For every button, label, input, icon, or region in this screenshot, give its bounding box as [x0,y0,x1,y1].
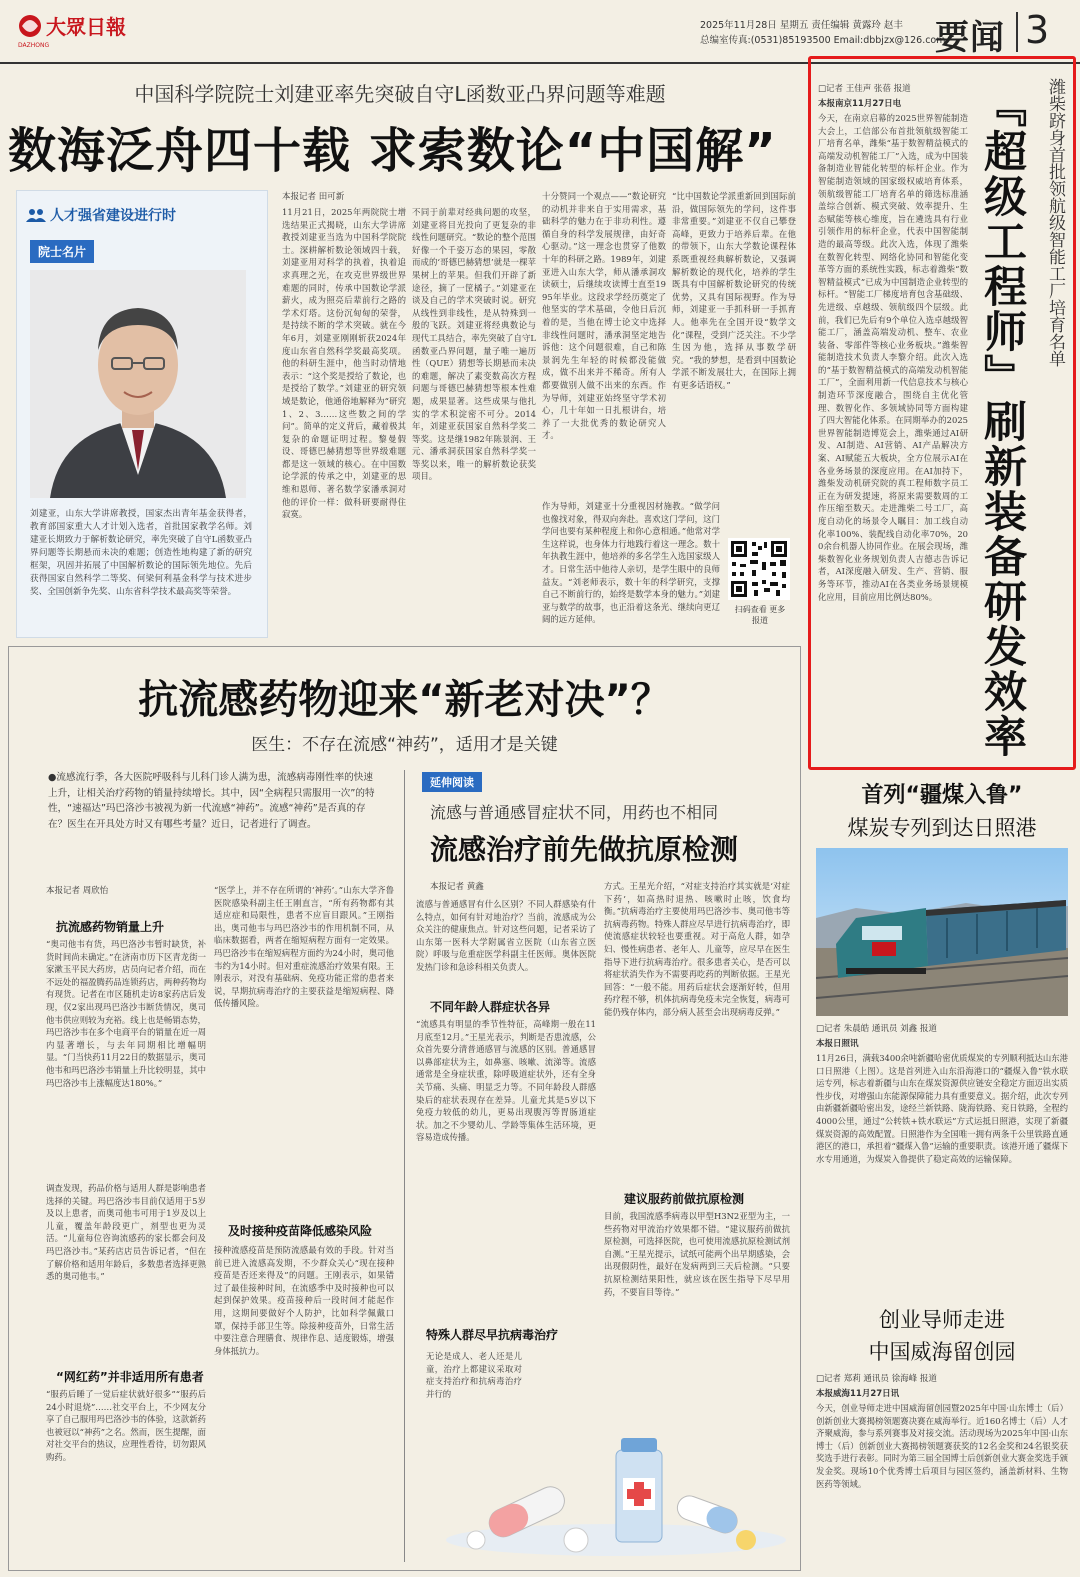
portrait-photo [30,270,246,498]
sidebar-column: 流感与普通感冒有什么区别？不同人群感染有什么特点，如何有针对地治疗？当前，流感成为公众关注的健康焦点。针对这些问题，记者采访了山东第一医科大学附属省立医院（山东省立医院）呼吸与危重症医学科副主任医师。奥体医院发热门诊和急诊科相关负责人。 [416,899,596,972]
contact-line: 总编室传真:(0531)85193500 Email:dbbjzx@126.com [700,35,946,46]
talent-banner-text: 人才强省建设进行时 [50,208,176,224]
sidebar-headline: 流感治疗前先做抗原检测 [430,833,739,866]
medicine-illustration [416,1390,786,1560]
sidebar-kicker: 流感与普通感冒症状不同，用药也不相同 [430,803,719,822]
coal-train-headline: 首列“疆煤入鲁” [861,783,1023,808]
profile-tag: 院士名片 [30,240,94,263]
story2-subhead: 抗流感药物销量上升 [56,920,165,934]
sidebar-byline: 本报记者 黄鑫 [430,882,484,892]
sidebar-subhead: 不同年龄人群症状各异 [430,1000,551,1014]
mentor-dateline: 本报威海11月27日讯 [816,1389,900,1399]
story2-column: “奥司他韦有货，玛巴洛沙韦暂时缺货，补货时间尚未确定。”在济南市历下区青龙街一家漱玉平民大药房，店员向记者介绍，而在不远处的福盈腾药品连锁药店，两种药物均有现货。记者在市区随机走访8家药店后发现，仅2家出现玛巴洛沙韦断货情况，奥司他韦供应则较为充裕。线上也是畅销态势，玛巴洛沙韦在多个电商平台的销量在近一周内显著增长，与去年同期相比增幅明显。“门当快药11月22日的数据显示，奥司他韦和玛巴洛沙韦销量上升比较明显，其中玛巴洛沙韦上涨幅度达180%。” [46,939,206,1088]
newspaper-logo [16,10,136,50]
sidebar-subhead: 建议服药前做抗原检测 [624,1192,745,1206]
story2-column: 接种流感疫苗是预防流感最有效的手段。针对当前已进入流感高发期，不少群众关心“现在接种疫苗是否还来得及”的问题。王刚表示，如果错过了最佳接种时间，在流感季中及时接种也可以起到保护效果。疫苗接种后一段时间才能起作用，这期间要做好个人防护，比如科学佩戴口罩，保持手部卫生等。除接种疫苗外，日常生活中要注意合理膳食、规律作息、适度锻炼，增强身体抵抗力。 [214,1245,394,1356]
story1-column: 十分赞同一个观点——“数论研究的动机并非来自于实用需求，基础科学的魅力在于非功利性。遵循自身的科学发展规律，由好奇心驱动。”这一理念也贯穿了他数十年的科研之路。1989年，刘建亚进入山东大学，师从潘承洞攻读硕士，后继续攻读博士直至1995年毕业。这段求学经历奠定了他坚实的学术基础，令他日后沉着的是，当他在博士论文中选择非线性问题时，潘承洞坚定地告诉他：这个问题很难，自己和陈景润先生年轻的时候都没能做成，做不出来并不稀奇。所有人都要做别人做不出来的东西。作为导师，刘建亚始终坚守学术初心，几十年如一日扎根讲台，培养了一大批优秀的数论研究人才。 [542,191,666,441]
story1-byline: 本报记者 田可新 [282,192,345,202]
story1-column: 作为导师，刘建亚十分重视因材施教。“做学问也像找对象，得双向奔赴。喜欢这门学问，这门学问也要有某种程度上和你心意相通。”他常对学生这样说，也身体力行地践行着这一理念。数十年执教生涯中，他培养的多名学生入选国家级人才。日常生活中他待人亲切，是学生眼中的良师益友。“刘老师表示，数十年的科学研究，支撑自己不断前行的，始终是数学本身的魅力。”刘建亚与数学的故事，也正沿着这条光、继续向更辽阔的远方延伸。 [542,501,720,625]
train-photo [816,848,1068,1016]
story2-column: “医学上，并不存在所谓的‘神药’。”山东大学齐鲁医院感染科副主任王刚直言，“所有药物都有其适应症和局限性，患者不应盲目跟风。”王刚指出，奥司他韦与玛巴洛沙韦的作用机制不同，从临床数据看，两者在缩短病程方面有一定效果。玛巴洛沙韦在缩短病程方面约为24小时，奥司他韦约为14小时。但对重症流感治疗效果有限。王刚表示，对没有基础病、免疫功能正常的患者来说，早期抗病毒治疗的主要获益是缩短病程、降低传播风险。 [214,885,394,1009]
right-headline: 『超级工程师』刷新装备研发效率 [977,84,1027,759]
story1-column: 不同于前辈对经典问题的攻坚，刘建亚将目光投向了更复杂的非线性问题研究。“数论的整个范围好像一个千姿万态的果园，零散而成的‘哥德巴赫猜想’就是一棵苹果树上的苹果。但我们开辟了新途径，摘了一筐橘子。”刘建亚在谈及自己的学术突破时说。研究从线性到非线性，是从特殊到一般的飞跃。刘建亚将经典数论与现代工具结合，率先突破了自守L函数亚凸界问题，量子唯一遍历性（QUE）猜想等长期悬而未决的难题，解决了素变数高次方程问题与哥德巴赫猜想等根本性难题，成果显著。这些成果与他扎实的学术积淀密不可分。2014年，刘建亚获国家自然科学奖二等奖。这是继1982年陈景润、王元、潘承洞获国家自然科学奖一等奖以来，唯一的解析数论获奖项目。 [412,207,536,482]
sidebar-column: “流感具有明显的季节性特征，高峰期一般在11月底至12月。”王星光表示，判断是否患流感，公众首先要分清普通感冒与流感的区别。普通感冒以鼻部症状为主，如鼻塞、咳嗽、流涕等。流感通常是全身症状重，除呼吸道症状外，还有全身关节痛、头痛、明显乏力等。不同年龄段人群感染后的症状表现存在差异。儿童尤其是5岁以下免疫力较低的幼儿，更易出现腹泻等胃肠道症状。加之不少婴幼儿、学龄等集体生活环境，更容易造成传播。 [416,1019,596,1143]
story2-column: 调查发现，药品价格与适用人群是影响患者选择的关键。玛巴洛沙韦目前仅适用于5岁及以上患者，而奥司他韦可用于1岁及以上儿童，覆盖年龄段更广，剂型也更为灵活。“儿童每位咨询流感药的家长都会问及玛巴洛沙韦。”某药店店员告诉记者，“但在了解价格和适用年龄后，多数患者选择更熟悉的奥司他韦。” [46,1183,206,1282]
coal-train-text: 11月26日，满载3400余吨新疆哈密优质煤炭的专列顺利抵达山东港口日照港（上图）。这是首列进入山东沿海港口的“疆煤入鲁”铁水联运专列，标志着新疆与山东在煤炭资源供应链安全稳定方面迈出实质性步伐，对增强山东能源保障能力具有重要意义。据介绍，此次专列由新疆新疆哈密出发，途经兰新铁路、陇海铁路、兖日铁路，全程约4000公里，通过“公转铁+铁水联运”方式运抵日照港，实现了新疆煤炭资源的高效配置。日照港作为全国唯一拥有两条千公里铁路直通港区的港口，承担着“疆煤入鲁”运输的重要职责。该港开通了疆煤下水专用通道，为煤炭入鲁提供了稳定高效的运输保障。 [816,1053,1068,1164]
date-line: 2025年11月28日 星期五 责任编辑 黄露玲 赵丰 [700,20,903,31]
page-number: 3 [1025,8,1050,52]
story2-headline: 抗流感药物迎来“新老对决”？ [138,677,671,723]
logo-text: 大眾日報 [46,15,126,39]
story2-subhead: 及时接种疫苗降低感染风险 [228,1224,373,1238]
sidebar-column: 无论是成人、老人还是儿童，治疗上都建议采取对症支持治疗和抗病毒治疗并行的 [426,1351,522,1398]
column-divider [404,770,405,1562]
mentor-headline: 创业导师走进 [879,1308,1005,1332]
story2-subtitle: 医生：不存在流感“神药”，适用才是关键 [251,735,558,755]
sidebar-column: 目前，我国流感季病毒以甲型H3N2亚型为主，一些药物对甲流治疗效果都不错。“建议服药前做抗原检测，可选择医院，也可使用流感抗原检测试剂自测。”王星光提示，试纸可能两个出早期感染，会出现假阴性，最好在发病两到三天后检测。“只要抗原检测结果阳性，就应该在医生指导下尽早用药，不要盲目等待。” [604,1211,790,1297]
right-article-text: 今天，在南京启幕的2025世界智能制造大会上，工信部公布首批领航级智能工厂培育名单，潍柴“基于数智精益模式的高端发动机智能工厂”入选，成为中国装备制造业智能化转型的标杆企业。作为智能制造领域的国家级权威培育体系，领航级智能工厂培育名单的筛选标准涵盖综合创新、模式突破、效率提升、生态赋能等核心维度，旨在遴选具有行业引领作用的标杆企业，代表中国智能制造的最高等级。此次入选，体现了潍柴在数智化转型、网络化协同和智能化变革等方面的系统性实践，标志着潍柴“数智精益模式”已成为中国制造企业转型的标杆。“智能工厂梯度培育包含基础级、先进级、卓越级、领航级四个层级。此前，我们已先后有9个单位入选卓越级智能工厂，涵盖高端发动机、整车、农业装备、零部件等核心业务板块。”潍柴智能制造技术负责人李黎介绍。此次入选的“基于数智精益模式的高端发动机智能工厂”，全面利用新一代信息技术与核心制造环节深度融合，围绕自主优化管理、数智化作、多领域协同等方面构建了四大智能化体系。在同期举办的2025世界智能制造博览会上，潍柴通过AI研发、AI制造、AI营销、AI产品解决方案、AI赋能五大板块，全方位展示AI在各业务场景的深度应用。在AI加持下，潍柴发动机研究院的真工程师数字员工正在为研发提速，将原来需要数周的工作压缩至数天。走进潍柴二号工厂，高度自动化的场景令人瞩目：加工线自动化率100%、装配线自动化率70%，200余台机器人协同作业。在展会现场，潍柴数智化业务规划负责人吉德志告诉记者，AI深度融入研发、生产、营销、服务等环节，推动AI在各类业务场景规模化应用，目前应用比例达80%。 [818,113,968,602]
story1-headline: 数海泛舟四十载 求索数论“中国解” [8,123,777,179]
sidebar-tag: 延伸阅读 [422,772,482,792]
header-divider [1016,12,1018,52]
logo-sub: DAZHONG [18,42,50,49]
sidebar-column: 方式。王星光介绍，“对症支持治疗其实就是‘对症下药’，如高热时退热、咳嗽时止咳，饮食均衡。”抗病毒治疗主要使用玛巴洛沙韦、奥司他韦等抗病毒药物。特殊人群应尽早进行抗病毒治疗，即使流感症状较轻也要重视。对于高危人群，如孕妇、慢性病患者、老年人、儿童等，应尽早在医生指导下进行抗病毒治疗。很多患者关心，是否可以将症状消失作为不需要再吃药的判断依据。王星光回答：“一般不能。用药后症状会逐渐好转，但用药疗程不够，机体抗病毒免疫未完全恢复，病毒可能仍残存体内，部分病人甚至会出现病毒反弹。” [604,881,790,1017]
people-icon [26,208,46,226]
talent-banner [26,205,176,226]
story1-column: 11月21日，2025年两院院士增选结果正式揭晓，山东大学讲席教授刘建亚当选为中国科学院院士。深耕解析数论领域四十载，刘建亚用对科学的执着，执着追求真理之光，在攻克世界级世界难题的同时，传承中国数论学派薪火，成为照亮后辈前行之路的学术灯塔。这份沉甸甸的荣誉，是持续不断的学术突破。就在今年6月，刘建亚刚刚斩获2024年度山东省自然科学奖最高奖项。他的科研生涯中，他当时动情地表示：“这个奖是授给了数论，也是授给了数学。”刘建亚的研究领域是数论，他通俗地解释为“研究1、2、3……这些数之间的学问”。简单的定义背后，藏着极其复杂的命题证明过程。黎曼假设、哥德巴赫猜想等世界级难题都是这一领域的核心。在中国数论学派的传承之中，刘建亚的思维和恩师、著名数学家潘承洞对他的评价一样：做科研要耐得住寂寞。 [282,207,406,520]
right-dateline: 本报南京11月27日电 [818,99,902,109]
section-title: 要闻 [935,18,1005,58]
right-byline: □记者 王佳声 张蓓 报道 [818,84,911,94]
mentor-text: 今天，创业导师走进中国威海留创园暨2025年中国·山东博士（后）创新创业大赛揭榜领题赛决赛在威海举行。近160名博士（后）人才齐聚威海，参与系列赛事及对接交流。活动现场为2025年中国·山东博士（后）创新创业大赛揭榜领题赛获奖的12名金奖和24名银奖获奖选手进行表彰。同时为第三届全国博士后创新创业大赛金奖选手颁发金奖。现场10个优秀博士后项目与园区签约，涵盖新材料、生物医药等领域。 [816,1403,1068,1489]
coal-train-byline: □记者 朱晨皓 通讯员 刘鑫 报道 [816,1024,937,1034]
coal-train-dateline: 本报日照讯 [816,1039,859,1049]
qr-caption: 扫码查看 更多报道 [734,605,786,625]
right-kicker: 潍柴跻身首批领航级智能工厂培育名单 [1045,78,1065,367]
story2-column: “服药后睡了一觉后症状就好很多”“服药后24小时退烧”……社交平台上，不少网友分享了自己服用玛巴洛沙韦的体验，这款新药也被冠以“神药”之名。然而，医生提醒，面对社交平台的热议，应理性看待，切勿跟风购药。 [46,1389,206,1462]
profile-caption: 刘建亚，山东大学讲席教授，国家杰出青年基金获得者，教育部国家重大人才计划入选者，首批国家教学名师。刘建亚长期致力于解析数论研究，率先突破了自守L函数亚凸界问题等长期悬而未决的难题；创造性地构建了新的研究框架，巩固并拓展了中国解析数论的国际领先地位。先后获得国家自然科学二等奖、何梁何利基金科学与技术进步奖、全国创新争先奖、山东省科学技术最高奖等荣誉。 [30,509,252,597]
coal-train-subhead: 煤炭专列到达日照港 [847,816,1037,840]
story2-byline: 本报记者 周欣怡 [46,886,109,896]
qr-code[interactable] [728,538,790,600]
story1-kicker: 中国科学院院士刘建亚率先突破自守L函数亚凸界问题等难题 [134,82,666,106]
story2-intro: ●流感流行季，各大医院呼吸科与儿科门诊人满为患，流感病毒刚性率的快速上升，让相关治疗药物的销量持续增长。其中，因“全病程只需服用一次”的特性，“速福达”玛巴洛沙韦被视为新一代流感“神药”。流感“神药”是否真的存在？医生在开具处方时又有哪些考量？近日，记者进行了调查。 [48,772,375,830]
header-info [700,18,946,48]
sidebar-subhead: 特殊人群尽早抗病毒治疗 [426,1328,559,1342]
mentor-byline: □记者 郑莉 通讯员 徐海峰 报道 [816,1374,937,1384]
mentor-subhead: 中国威海留创园 [868,1340,1016,1364]
story2-subhead: “网红药”并非适用所有患者 [56,1370,204,1384]
story1-column: “比中国数论学派重新回到国际前沿，做国际领先的学问，这件事非常重要。”刘建亚不仅自己攀登高峰，更致力于培养后辈。在他的带领下，山东大学数论课程体系既重视经典解析数论，又强调解析数论的现代化，培养的学生既具有中国解析数论研究的传统优势，又具有国际视野。作为导师，刘建亚一手抓科研一手抓育人。他率先在全国开设“数学文化”课程，受到广泛关注。不少学生因为他，选择从事数学研究。“我的梦想，是看到中国数论学派不断发展壮大，在国际上拥有更多话语权。” [672,191,796,390]
